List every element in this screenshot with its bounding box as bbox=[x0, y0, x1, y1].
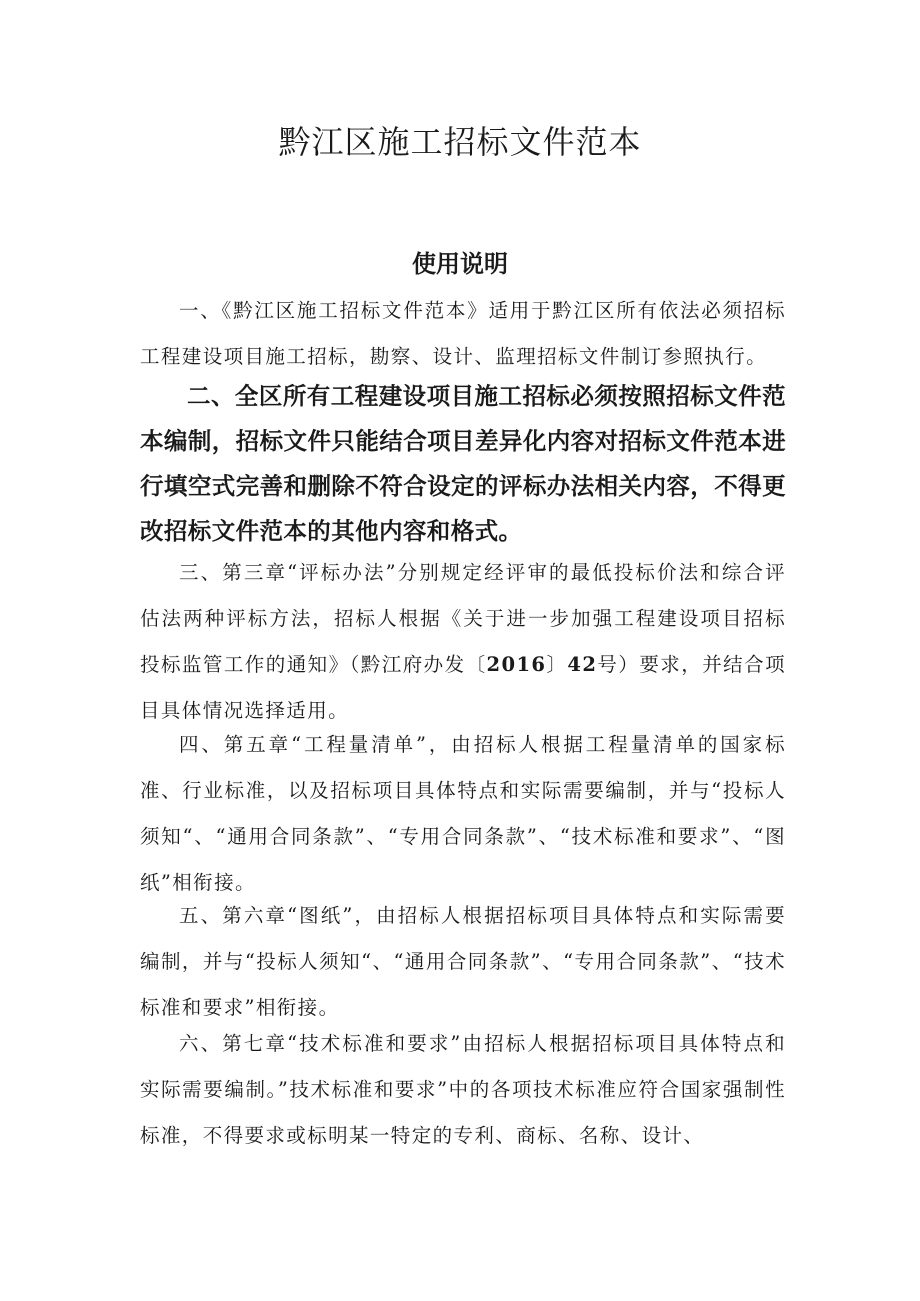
paragraph-1: 一、《黔江区施工招标文件范本》适用于黔江区所有依法必须招标工程建设项目施工招标，勘察、设计、监理招标文件制订参照执行。 bbox=[140, 299, 786, 368]
paragraph-5: 五、第六章“图纸”，由招标人根据招标项目具体特点和实际需要编制，并与“投标人须知“、“通用合同条款”、“专用合同条款”、“技术标准和要求”相衔接。 bbox=[140, 904, 786, 1019]
paragraph-3-text-b: 〕 bbox=[546, 653, 568, 676]
paragraph-6: 六、第七章“技术标准和要求”由招标人根据招标项目具体特点和实际需要编制。”技术标准和要求”中的各项技术标准应符合国家强制性标准，不得要求或标明某一特定的专利、商标、名称、设计、 bbox=[140, 1032, 786, 1147]
section-title: 使用说明 bbox=[412, 249, 508, 278]
document-title: 黔江区施工招标文件范本 bbox=[278, 123, 642, 161]
paragraph-3 bbox=[140, 550, 786, 734]
paragraph-4: 四、第五章“工程量清单”，由招标人根据工程量清单的国家标准、行业标准，以及招标项目具体特点和实际需要编制，并与“投标人须知“、“通用合同条款”、“专用合同条款”、“技术标准和要求”、“图纸”相衔接。 bbox=[140, 733, 786, 894]
paragraph-3-year: 2016 bbox=[486, 653, 547, 676]
paragraph-3-text-a: 三、第三章“评标办法”分别规定经评审的最低投标价法和综合评估法两种评标方法，招标人根据《关于进一步加强工程建设项目招标投标监管工作的通知》（黔江府办发〔 bbox=[140, 561, 786, 676]
paragraph-2: 二、全区所有工程建设项目施工招标必须按照招标文件范本编制，招标文件只能结合项目差异化内容对招标文件范本进行填空式完善和删除不符合设定的评标办法相关内容，不得更改招标文件范本的其他内容和格式。 bbox=[140, 382, 786, 545]
paragraph-3-number: 42 bbox=[567, 653, 598, 676]
paragraph-3-text-c: 号）要求，并结合项目具体情况选择适用。 bbox=[140, 653, 786, 722]
